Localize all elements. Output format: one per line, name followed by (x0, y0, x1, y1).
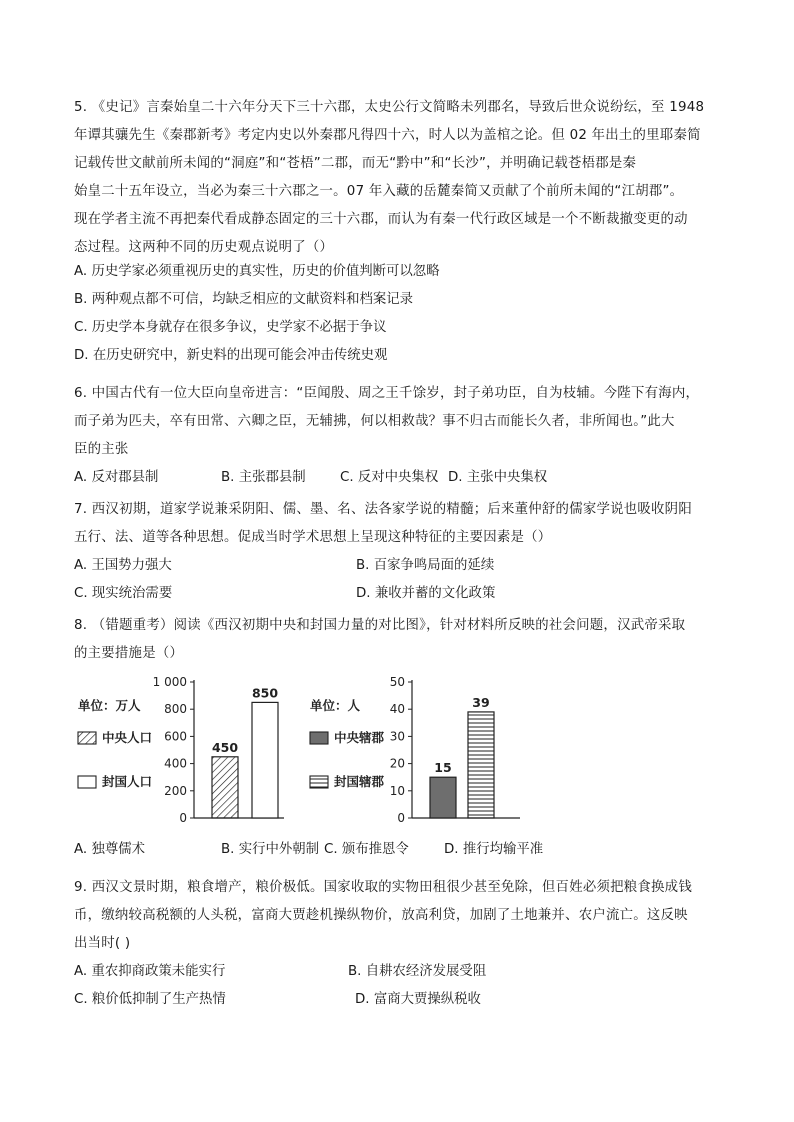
bar-value-label: 39 (472, 694, 490, 710)
question-6-line: 6. 中国古代有一位大臣向皇帝进言：“臣闻殷、周之王千馀岁，封子弟功臣，自为枝辅。今陛下有海内， (74, 386, 700, 401)
y-tick-label: 800 (164, 702, 187, 717)
question-5-line: 态过程。这两种不同的历史观点说明了（） (74, 240, 334, 255)
question-9-line: 9. 西汉文景时期，粮食增产，粮价极低。国家收取的实物田租很少甚至免除，但百姓必须把粮食换成钱 (74, 880, 692, 895)
y-tick-label: 40 (389, 702, 405, 717)
y-tick-label: 200 (164, 783, 187, 798)
question-8-option-a[interactable]: A. 独尊儒术 (74, 842, 145, 857)
chart-unit-label: 单位：万人 (78, 698, 141, 713)
question-5-line: 记载传世文献前所未闻的“洞庭”和“苍梧”二郡，而无“黔中”和“长沙”，并明确记载苍梧郡是秦 (74, 156, 637, 171)
question-8-line: 8. （错题重考）阅读《西汉初期中央和封国力量的对比图》，针对材料所反映的社会问题，汉武帝采取 (74, 618, 686, 633)
question-9-line: 币，缴纳较高税额的人头税，富商大贾趁机操纵物价，放高利贷，加剧了土地兼并、农户流亡。这反映 (74, 908, 688, 923)
question-5-line: 始皇二十五年设立，当必为秦三十六郡之一。07 年入藏的岳麓秦简又贡献了个前所未闻的“江胡郡”。 (74, 184, 684, 199)
bar-value-label: 15 (434, 760, 452, 776)
y-tick-label: 400 (164, 756, 187, 771)
question-9-line: 出当时( ) (74, 936, 131, 951)
bar-value-label: 850 (251, 685, 279, 701)
comparison-charts-svg (74, 670, 534, 830)
y-tick-label: 0 (397, 811, 405, 825)
question-7-line: 7. 西汉初期，道家学说兼采阴阳、儒、墨、名、法各家学说的精髓；后来董仲舒的儒家学说也吸收阴阳 (74, 502, 692, 517)
y-tick-label: 0 (179, 811, 187, 825)
bar-value-label: 450 (211, 739, 239, 755)
question-6-option-d[interactable]: D. 主张中央集权 (448, 470, 548, 485)
y-tick-label: 20 (389, 756, 405, 771)
question-9-option-c[interactable]: C. 粮价低抑制了生产热情 (74, 992, 226, 1007)
comparison-charts (74, 670, 534, 830)
question-5-line: 现在学者主流不再把秦代看成静态固定的三十六郡，而认为有秦一代行政区域是一个不断裁撤变更的动 (74, 212, 688, 227)
legend-swatch (310, 776, 328, 788)
y-tick-label: 1 000 (152, 675, 187, 689)
bar-2 (252, 702, 278, 818)
y-tick-label: 10 (389, 783, 405, 798)
question-6-line: 而子弟为匹夫，卒有田常、六卿之臣，无辅拂，何以相救哉？事不归古而能长久者，非所闻也。”此大 (74, 414, 675, 429)
question-5-option-b[interactable]: B. 两种观点都不可信，均缺乏相应的文献资料和档案记录 (74, 292, 414, 307)
question-7-option-a[interactable]: A. 王国势力强大 (74, 558, 172, 573)
question-8-stem (74, 612, 720, 668)
y-tick-label: 50 (389, 675, 405, 689)
bar-1 (430, 777, 456, 818)
question-9-option-d[interactable]: D. 富商大贾操纵税收 (355, 992, 481, 1007)
question-6-option-a[interactable]: A. 反对郡县制 (74, 470, 159, 485)
bar-1 (212, 757, 238, 818)
chart-unit-label: 单位：人 (310, 698, 361, 713)
question-6-option-b[interactable]: B. 主张郡县制 (221, 470, 306, 485)
y-tick-label: 600 (164, 729, 187, 744)
question-7-option-b[interactable]: B. 百家争鸣局面的延续 (356, 558, 495, 573)
legend-swatch (310, 732, 328, 744)
question-8-option-b[interactable]: B. 实行中外朝制 (221, 842, 320, 857)
question-8-option-c[interactable]: C. 颁布推恩令 (324, 842, 409, 857)
question-9-stem (74, 874, 720, 958)
question-5-line: 年谭其骧先生《秦郡新考》考定内史以外秦郡凡得四十六，时人以为盖棺之论。但 02 年出土的里耶秦简 (74, 128, 701, 143)
question-7-line: 五行、法、道等各种思想。促成当时学术思想上呈现这种特征的主要因素是（） (74, 530, 552, 545)
legend-swatch (78, 732, 96, 744)
question-9-option-b[interactable]: B. 自耕农经济发展受阻 (348, 964, 487, 979)
question-9-option-a[interactable]: A. 重农抑商政策未能实行 (74, 964, 226, 979)
legend-label: 封国辖郡 (334, 774, 385, 789)
question-5-stem (74, 94, 720, 262)
y-tick-label: 30 (389, 729, 405, 744)
question-5-option-a[interactable]: A. 历史学家必须重视历史的真实性，历史的价值判断可以忽略 (74, 264, 440, 279)
question-5-option-c[interactable]: C. 历史学本身就存在很多争议，史学家不必据于争议 (74, 320, 387, 335)
question-7-option-d[interactable]: D. 兼收并蓄的文化政策 (356, 586, 496, 601)
question-6-line: 臣的主张 (74, 442, 129, 457)
legend-label: 封国人口 (102, 774, 153, 789)
legend-label: 中央辖郡 (334, 730, 385, 745)
legend-label: 中央人口 (102, 730, 153, 745)
question-6-option-c[interactable]: C. 反对中央集权 (340, 470, 439, 485)
question-7-stem (74, 496, 720, 552)
bar-2 (468, 712, 494, 818)
question-8-option-d[interactable]: D. 推行均输平准 (444, 842, 544, 857)
question-5-line: 5. 《史记》言秦始皇二十六年分天下三十六郡，太史公行文简略未列郡名，导致后世众说纷纭，至 1948 (74, 100, 705, 115)
legend-swatch (78, 776, 96, 788)
question-8-line: 的主要措施是（） (74, 646, 184, 661)
question-6-stem (74, 380, 720, 464)
question-5-option-d[interactable]: D. 在历史研究中，新史料的出现可能会冲击传统史观 (74, 348, 388, 363)
question-7-option-c[interactable]: C. 现实统治需要 (74, 586, 173, 601)
